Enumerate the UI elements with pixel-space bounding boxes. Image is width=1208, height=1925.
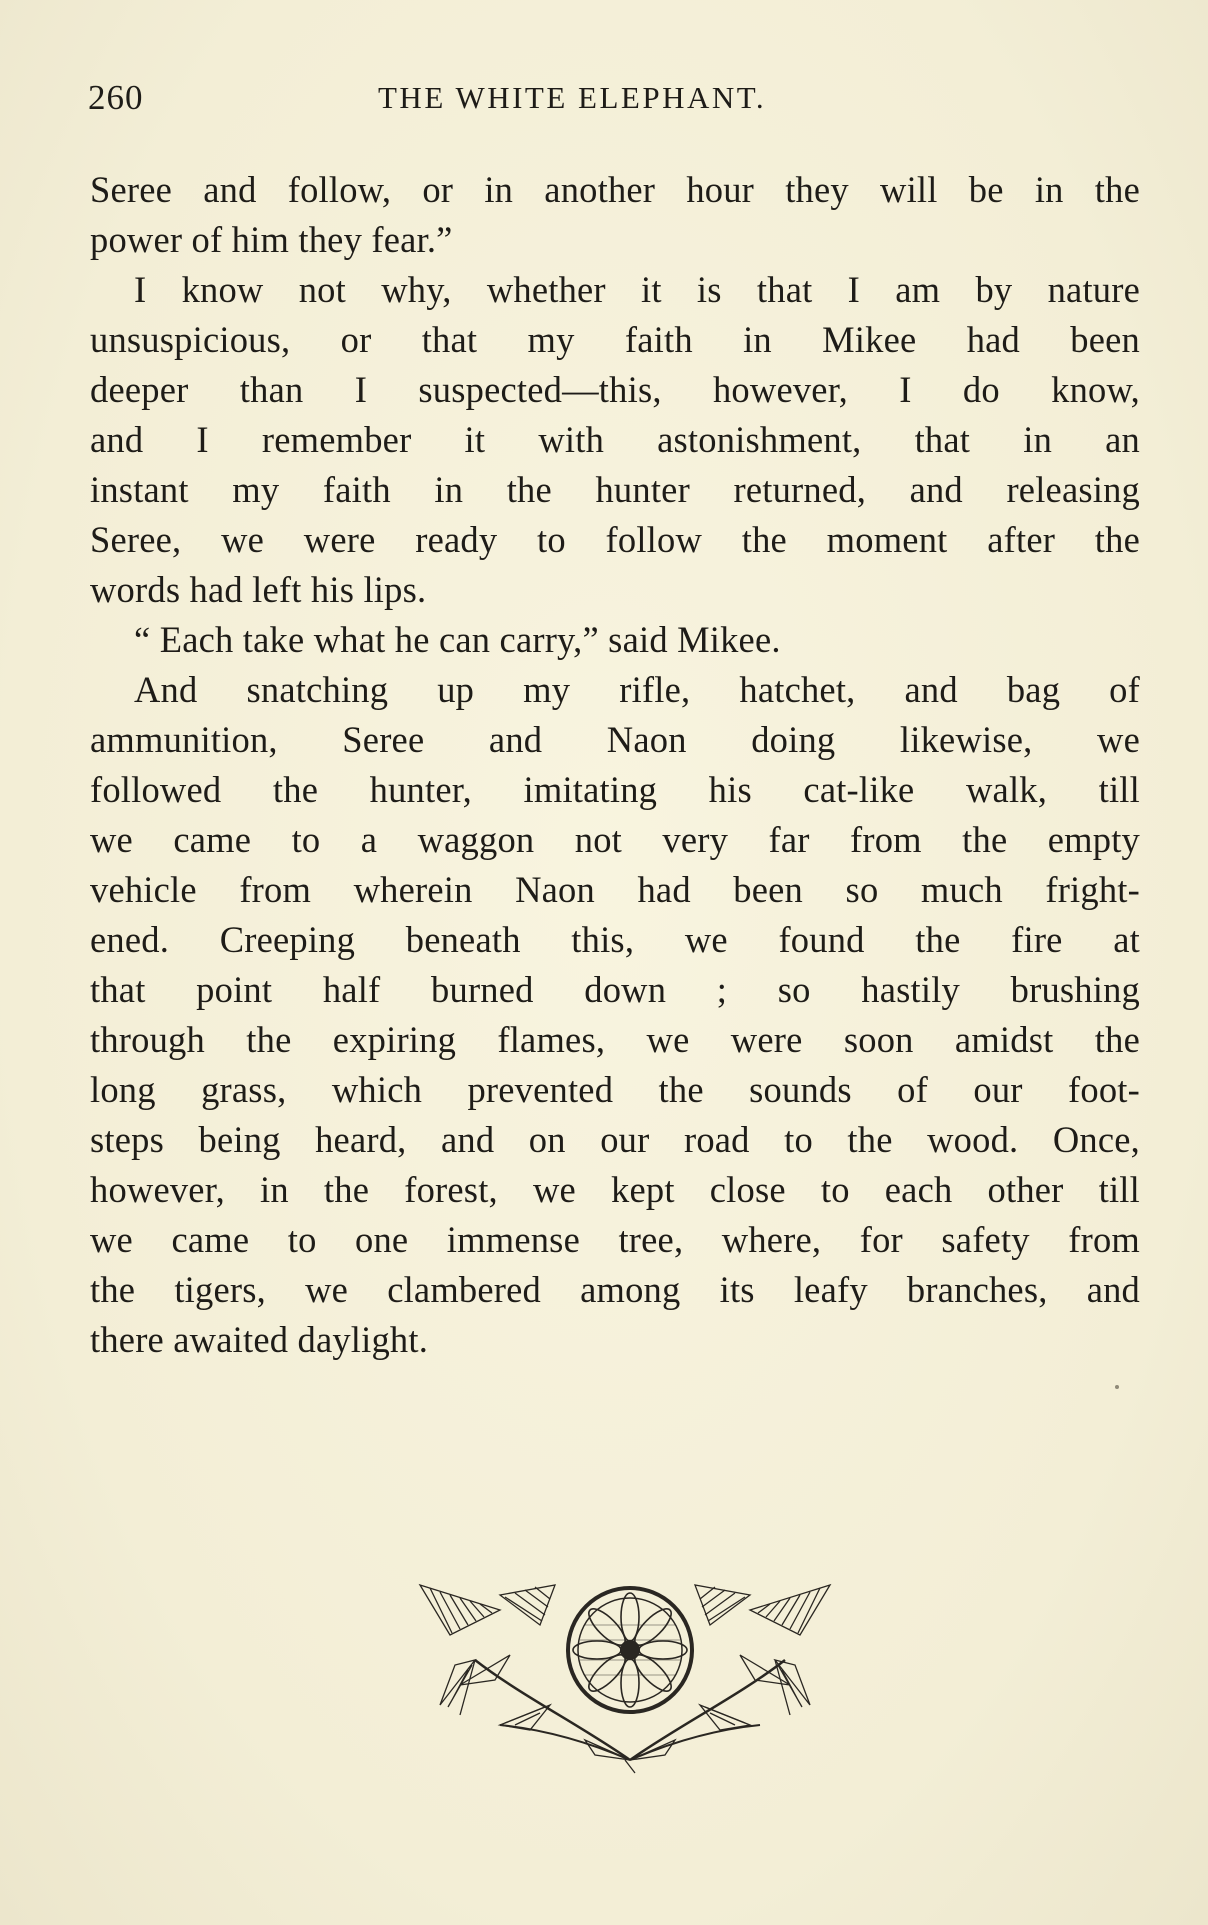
- text-line: unsuspicious, or that my faith in Mikee had been: [90, 319, 1140, 360]
- rosette-center: [621, 1641, 639, 1659]
- right-leaf-spray: [695, 1585, 830, 1730]
- text-line: we came to a waggon not very far from the empty: [90, 819, 1140, 860]
- bottom-leaves: [585, 1740, 675, 1773]
- text-line: there awaited daylight.: [90, 1319, 429, 1360]
- text-line: Seree and follow, or in another hour they will be in the: [90, 169, 1140, 210]
- text-line: I know not why, whether it is that I am by nature: [134, 269, 1140, 310]
- text-line: the tigers, we clambered among its leafy branches, and: [90, 1269, 1140, 1310]
- body-text: [90, 165, 1140, 1365]
- text-line: vehicle from wherein Naon had been so much fright-: [90, 869, 1140, 910]
- text-line: power of him they fear.”: [90, 219, 453, 260]
- left-lower-stem: [500, 1725, 630, 1760]
- text-line: ammunition, Seree and Naon doing likewise, we: [90, 719, 1140, 760]
- text-line: and I remember it with astonishment, that in an: [90, 419, 1140, 460]
- text-line: deeper than I suspected—this, however, I do know,: [90, 369, 1140, 410]
- text-line: through the expiring flames, we were soon amidst the: [90, 1019, 1140, 1060]
- text-line: that point half burned down ; so hastily brushing: [90, 969, 1140, 1010]
- floral-tailpiece-ornament: [380, 1555, 870, 1775]
- text-line: Seree, we were ready to follow the moment after the: [90, 519, 1140, 560]
- print-speck: [1115, 1385, 1119, 1389]
- text-line: instant my faith in the hunter returned, and releasing: [90, 469, 1140, 510]
- text-line: long grass, which prevented the sounds of our foot-: [90, 1069, 1140, 1110]
- page-number: 260: [88, 78, 144, 117]
- right-lower-stem: [630, 1725, 760, 1760]
- left-leaf-spray: [420, 1585, 555, 1730]
- text-line: however, in the forest, we kept close to each other till: [90, 1169, 1140, 1210]
- running-head: THE WHITE ELEPHANT.: [378, 80, 767, 115]
- text-line: steps being heard, and on our road to the wood. Once,: [90, 1119, 1140, 1160]
- text-line: words had left his lips.: [90, 569, 427, 610]
- text-line: ened. Creeping beneath this, we found the fire at: [90, 919, 1140, 960]
- text-line: we came to one immense tree, where, for safety from: [90, 1219, 1140, 1260]
- text-line: followed the hunter, imitating his cat-like walk, till: [90, 769, 1140, 810]
- page-header: [88, 78, 1148, 122]
- text-line: And snatching up my rifle, hatchet, and bag of: [134, 669, 1140, 710]
- text-line: “ Each take what he can carry,” said Mikee.: [134, 619, 781, 660]
